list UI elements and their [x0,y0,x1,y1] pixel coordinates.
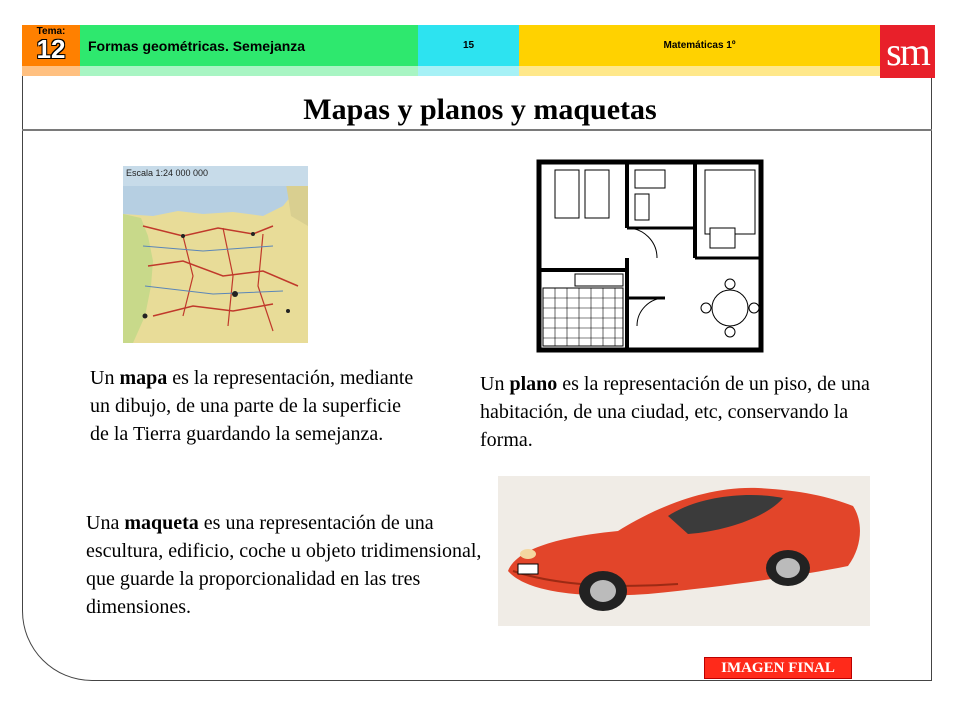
plano-pre: Un [480,373,510,395]
tema-number: 12 [36,34,66,64]
subject-underband [519,66,880,76]
topic-title: Formas geométricas. Semejanza [80,25,418,66]
slide-title: Mapas y planos y maquetas [303,93,657,126]
maqueta-term: maqueta [124,512,199,534]
map-image [123,166,308,343]
page-underband [418,66,519,76]
tema-label: Tema: [36,26,66,37]
plano-definition [480,370,870,454]
topic-underband [80,66,418,76]
tema-box [22,25,80,66]
maqueta-pre: Una [86,512,125,534]
sm-logo: sm [880,25,935,78]
header-bar [22,25,880,66]
plano-post: es la representación de un piso, de una habitación, de una ciudad, etc, conservando la forma. [480,373,870,451]
floor-plan-image [535,158,765,354]
mapa-term: mapa [119,367,168,389]
mapa-definition [90,364,420,448]
maqueta-post: es una representación de una escultura, edificio, coche u objeto tridimensional, que guarde la proporcionalidad en las tres dimensiones. [86,512,482,618]
mapa-post: es la representación, mediante un dibujo, de una parte de la superficie de la Tierra guardando la semejanza. [90,367,414,445]
title-divider [22,129,932,131]
final-image-button[interactable]: IMAGEN FINAL [704,657,852,679]
map-scale-label: Escala 1:24 000 000 [126,168,209,178]
tema-underband [22,66,80,76]
plano-term: plano [509,373,558,395]
subject-label: Matemáticas 1º [519,25,880,66]
page-number: 15 [418,25,519,66]
mapa-pre: Un [90,367,120,389]
maqueta-definition [86,509,496,621]
car-model-image [498,476,870,626]
